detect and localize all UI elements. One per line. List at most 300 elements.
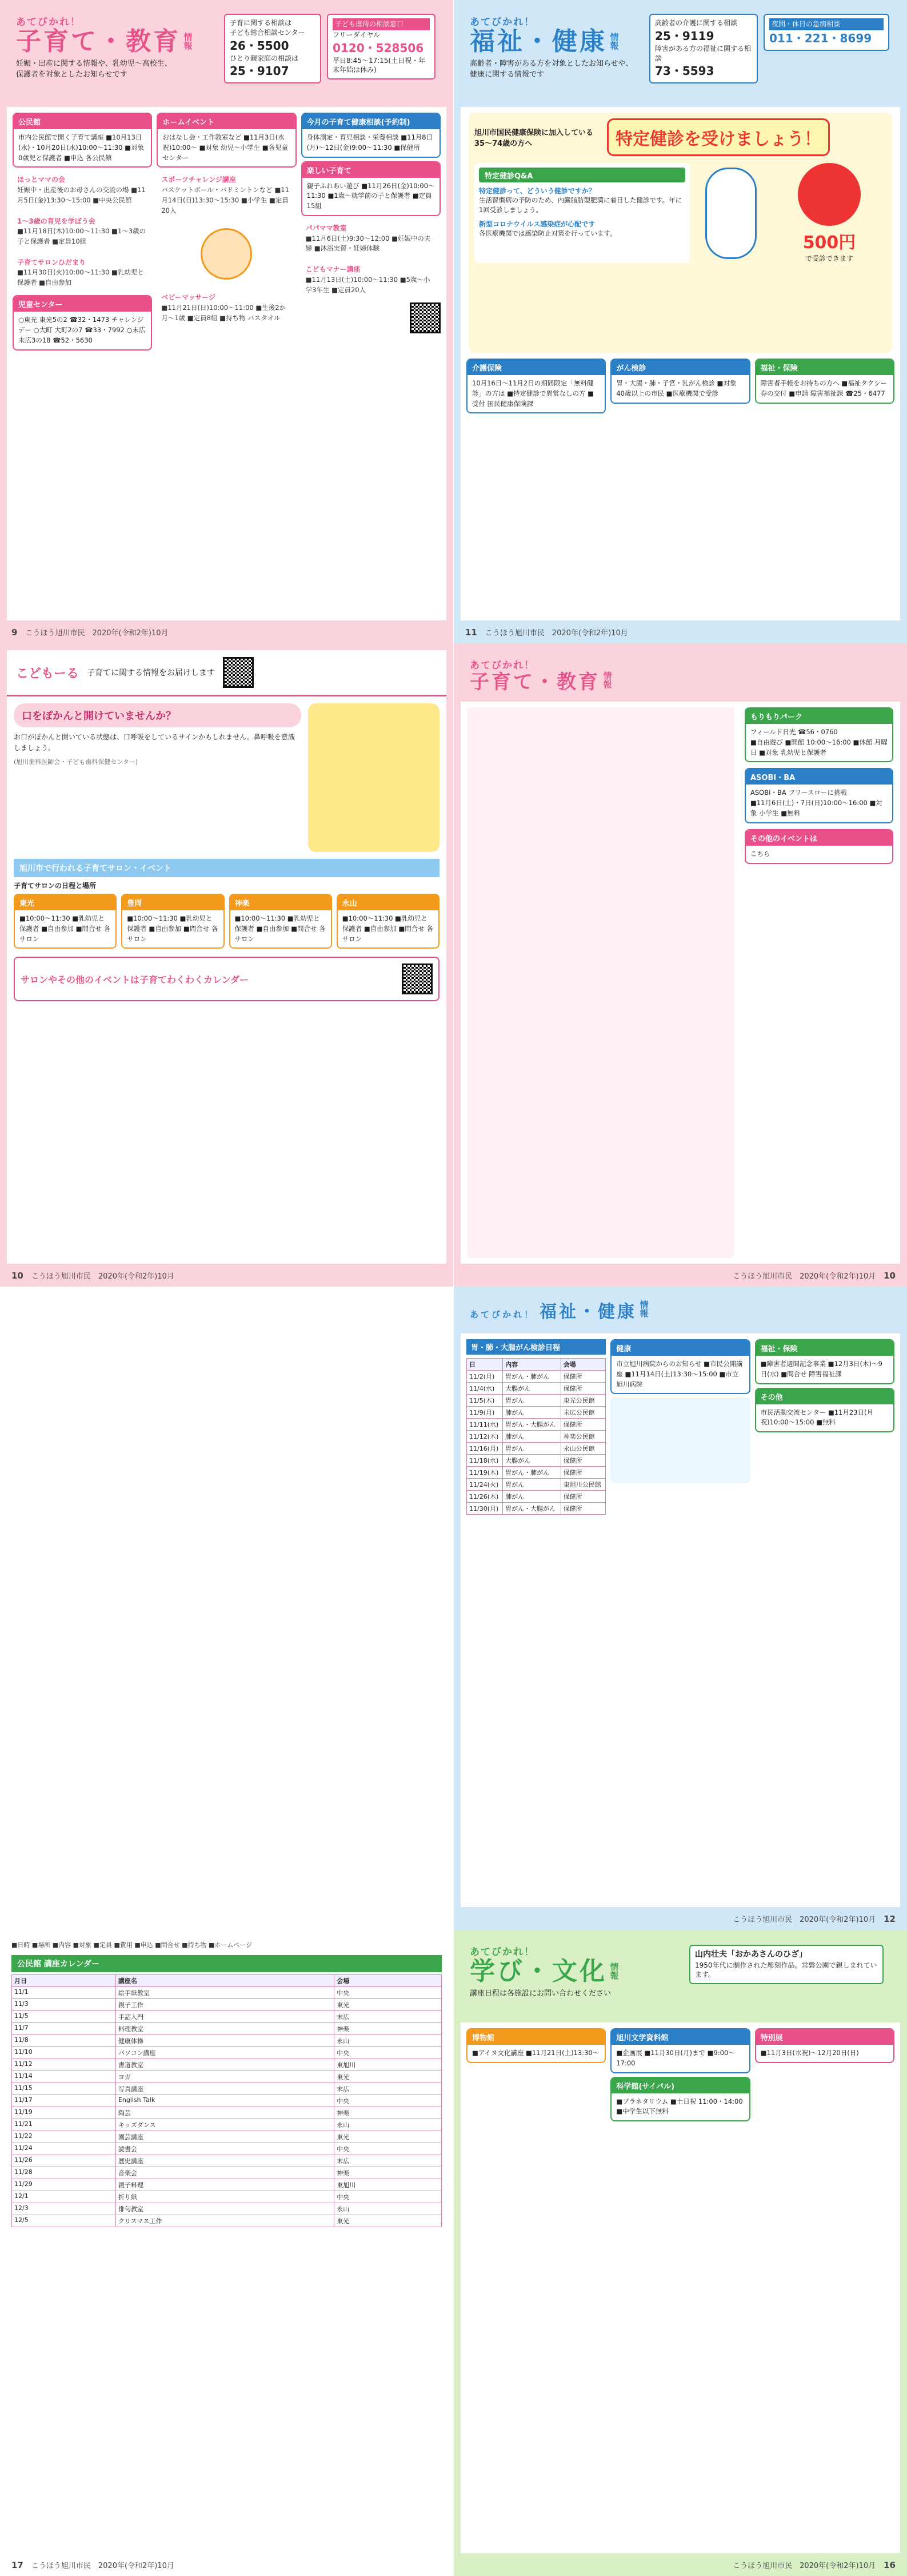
list-item <box>301 220 441 257</box>
footer-text: こうほう旭川市民 2020年(令和2年)10月 <box>733 1272 876 1281</box>
column-1 <box>13 113 152 620</box>
table-row <box>467 1479 606 1491</box>
box-text: ■プラネタリウム ■土日祝 11:00・14:00 ■中学生以下無料 <box>616 2097 743 2116</box>
page-body <box>7 1937 446 2553</box>
table-cell: 11/15 <box>12 2083 116 2095</box>
table-cell: 読書会 <box>115 2143 334 2155</box>
table-row <box>467 1395 606 1407</box>
salon-name: 神楽 <box>230 895 331 910</box>
mother-child-illustration <box>201 228 252 280</box>
tel3-free: フリーダイヤル <box>333 30 381 39</box>
spread-2 <box>0 643 907 1287</box>
table-row <box>12 1987 442 1999</box>
table-cell: 11/5(木) <box>467 1395 503 1407</box>
table-cell: 東光 <box>334 1999 442 2011</box>
table-cell: 11/14 <box>12 2071 116 2083</box>
table-cell: 折り紙 <box>115 2191 334 2203</box>
tel1-center: 子ども総合相談センター <box>230 28 305 37</box>
page-number: 12 <box>884 1913 896 1924</box>
park-text: ■自由遊び ■開館 10:00〜16:00 ■休館 月曜日 ■対象 乳幼児と保護者 <box>750 738 888 757</box>
salon-text: ■10:00〜11:30 ■乳幼児と保護者 ■自由参加 ■問合せ 各サロン <box>342 914 433 943</box>
page-number: 16 <box>884 2559 896 2570</box>
box-title: 特別展 <box>756 2029 893 2045</box>
health-consult-box <box>301 113 441 158</box>
table-cell: 11/3 <box>12 1999 116 2011</box>
table-cell: 写真講座 <box>115 2083 334 2095</box>
salon-name: 永山 <box>338 895 438 910</box>
kenshin-title: 特定健診を受けましょう！ <box>616 129 821 149</box>
salon-text: ■10:00〜11:30 ■乳幼児と保護者 ■自由参加 ■問合せ 各サロン <box>234 914 326 943</box>
page-16 <box>454 1930 907 2576</box>
table-cell: 肺がん <box>503 1491 561 1503</box>
table-cell: 俳句教室 <box>115 2203 334 2215</box>
table-cell: 11/10 <box>12 2047 116 2059</box>
item-text: ■11月6日(土)9:30〜12:00 ■妊娠中の夫婦 ■沐浴実習・妊婦体験 <box>305 234 431 253</box>
title-text: 学び・文化 <box>470 1957 607 1986</box>
column-header: 内容 <box>503 1359 561 1371</box>
tel3-number: 011・221・8699 <box>769 31 872 45</box>
page-number: 11 <box>465 627 477 638</box>
box-text: 障害者手帳をお持ちの方へ ■福祉タクシー券の交付 ■申請 障害福祉課 ☎25・6477 <box>760 379 888 397</box>
table-cell: 11/19 <box>12 2107 116 2119</box>
page-number: 17 <box>11 2559 23 2570</box>
item-title: ほっとママの会 <box>17 176 66 184</box>
box-title: 介護保険 <box>468 360 605 375</box>
tel2-number: 25・9107 <box>230 64 289 78</box>
table-cell: 11/5 <box>12 2011 116 2023</box>
table-cell: 保健所 <box>561 1491 606 1503</box>
hospital-illustration <box>610 1398 750 1483</box>
park-sub: フィールド日光 ☎56・0760 <box>750 728 838 736</box>
page-body <box>461 1937 900 2553</box>
table-cell: 永山 <box>334 2035 442 2047</box>
page-footer <box>733 2559 896 2570</box>
kominkan-box <box>13 113 152 168</box>
table-cell: 11/22 <box>12 2131 116 2143</box>
salon-card <box>14 894 117 949</box>
table-cell: 11/16(月) <box>467 1443 503 1455</box>
table-row <box>467 1443 606 1455</box>
salon-name: 東光 <box>15 895 115 910</box>
item-title: 1〜3歳の育児を学ぼう会 <box>17 217 95 225</box>
asobi-sub: ASOBI・BA フリースローに挑戦 <box>750 789 847 797</box>
list-item <box>157 289 296 327</box>
kenshin-banner <box>607 118 830 156</box>
mouth-feature <box>7 696 446 859</box>
table-cell: 保健所 <box>561 1383 606 1395</box>
box-text: 市立旭川病院からのお知らせ ■市民公開講座 ■11月14日(土)13:30〜15:00 ■市立旭川病院 <box>616 1360 743 1388</box>
page-11 <box>454 0 907 643</box>
table-body <box>12 1987 442 2227</box>
price-box <box>772 163 886 263</box>
table-cell: 胃がん <box>503 1395 561 1407</box>
box-title: その他 <box>756 1389 893 1404</box>
column-3 <box>755 1339 894 1907</box>
box-title: 旭川文学資料館 <box>612 2029 749 2045</box>
table-cell: 保健所 <box>561 1503 606 1515</box>
list-item <box>13 213 152 250</box>
box-title: もりもりパーク <box>746 708 892 724</box>
price-note: で受診できます <box>805 254 853 262</box>
box-title: ASOBI・BA <box>746 769 892 785</box>
table-cell: 音楽会 <box>115 2167 334 2179</box>
table-cell: 11/24 <box>12 2143 116 2155</box>
catchphrase: あてびかれ！ <box>470 1946 535 1958</box>
page-footer <box>11 1270 174 1281</box>
page-9-body <box>7 7 446 620</box>
box-title: その他のイベントは <box>746 830 892 846</box>
qr-wrap <box>301 302 441 336</box>
column-2 <box>610 1339 750 1907</box>
table-row <box>467 1467 606 1479</box>
table-row <box>12 2011 442 2023</box>
price-badge-icon <box>798 163 861 226</box>
title-small: 情報 <box>638 1300 649 1317</box>
page-number: 9 <box>11 627 18 638</box>
table-cell: 保健所 <box>561 1467 606 1479</box>
table-cell: 中央 <box>334 2047 442 2059</box>
calendar-title: サロンやその他のイベントは子育てわくわくカレンダー <box>21 974 249 985</box>
blank-page <box>0 1287 453 1930</box>
column-1 <box>466 359 606 620</box>
page-11-columns <box>466 359 894 620</box>
answer-2: 各医療機関では感染防止対策を行っています。 <box>479 229 617 237</box>
table-row <box>12 2047 442 2059</box>
table-cell: 東光公民館 <box>561 1395 606 1407</box>
title-small: 情報 <box>609 33 620 50</box>
science-box <box>610 2077 750 2122</box>
column-header: 会場 <box>334 1975 442 1987</box>
price: 500円 <box>802 233 856 253</box>
answer-1: 生活習慣病の予防のため、内臓脂肪型肥満に着目した健診です。年に1回受診しましょう。 <box>479 196 682 214</box>
doctor-illustration <box>697 163 765 263</box>
art-feature <box>689 1945 884 1984</box>
box-text: ■アイヌ文化講座 ■11月21日(土)13:30〜 <box>472 2049 600 2057</box>
table-cell: 東光 <box>334 2131 442 2143</box>
question-text: お口がぽかんと開いている状態は、口呼吸をしているサインかもしれません。鼻呼吸を意識しましょう。 <box>14 733 295 753</box>
table-header-row <box>12 1975 442 1987</box>
salon-band: 旭川市で行われる子育てサロン・イベント <box>14 859 439 877</box>
tel3-number: 0120・528506 <box>333 41 424 55</box>
salon-card <box>229 894 332 949</box>
table-cell: 11/21 <box>12 2119 116 2131</box>
box-text: ■障害者週間記念事業 ■12月3日(木)〜9日(水) ■問合せ 障害福祉課 <box>760 1360 882 1378</box>
table-row <box>467 1431 606 1443</box>
table-cell: 中央 <box>334 2143 442 2155</box>
fun-parenting-box <box>301 161 441 216</box>
item-title: スポーツチャレンジ講座 <box>161 176 236 184</box>
catchphrase: あてびかれ！ <box>16 17 81 28</box>
qa-title: 特定健診Q&A <box>479 168 685 182</box>
page-footer <box>11 2559 174 2570</box>
table-cell: 書道教室 <box>115 2059 334 2071</box>
item-title: パパママ教室 <box>305 224 347 233</box>
youth-center-box <box>13 295 152 350</box>
box-text: 胃・大腸・肺・子宮・乳がん検診 ■対象 40歳以上の市民 ■医療機関で受診 <box>616 379 737 397</box>
home-event-box <box>157 113 296 168</box>
table-cell: 肺がん <box>503 1431 561 1443</box>
footer-text: こうほう旭川市民 2020年(令和2年)10月 <box>733 2562 876 2570</box>
column-2 <box>157 113 296 620</box>
item-text: 妊娠中・出産後のお母さんの交流の場 ■11月5日(金)13:30〜15:00 ■中央公民館 <box>17 186 146 204</box>
literature-box <box>610 2028 750 2073</box>
table-cell: 中央 <box>334 1987 442 1999</box>
table-cell: 親子料理 <box>115 2179 334 2191</box>
header-title: 子育てに関する情報をお届けします <box>87 668 215 678</box>
tel-box-1 <box>224 14 321 83</box>
page-footer <box>733 1913 896 1924</box>
bird-mascot-illustration <box>308 703 439 852</box>
page-header <box>7 7 446 107</box>
table-cell: 親子工作 <box>115 1999 334 2011</box>
salon-card <box>121 894 224 949</box>
list-item <box>301 261 441 298</box>
table-row <box>12 2155 442 2167</box>
tel3-label: 子ども虐待の相談窓口 <box>333 18 430 30</box>
page-9 <box>0 0 453 643</box>
table-cell: 永山公民館 <box>561 1443 606 1455</box>
footer-text: こうほう旭川市民 2020年(令和2年)10月 <box>25 629 169 638</box>
table-cell: 12/1 <box>12 2191 116 2203</box>
page-9-columns <box>13 113 441 620</box>
box-title: 博物館 <box>468 2029 605 2045</box>
salon-card <box>337 894 439 949</box>
box-text: 市民活動交流センター ■11月23日(月祝)10:00〜15:00 ■無料 <box>760 1408 873 1427</box>
title-small: 情報 <box>602 671 613 688</box>
page-title <box>470 671 891 693</box>
table-cell: 歴史講座 <box>115 2155 334 2167</box>
column-header: 講座名 <box>115 1975 334 1987</box>
table-cell: 末広 <box>334 2155 442 2167</box>
table-cell: クリスマス工作 <box>115 2215 334 2227</box>
box-title: 科学館(サイパル) <box>612 2078 749 2093</box>
table-cell: 保健所 <box>561 1455 606 1467</box>
item-title: 子育てサロンひだまり <box>17 258 86 266</box>
box-title: 公民館 <box>14 114 151 129</box>
box-title: 福祉・保険 <box>756 1340 893 1356</box>
table-cell: 11/26 <box>12 2155 116 2167</box>
morimori-park-box <box>745 707 893 762</box>
list-item <box>157 171 296 219</box>
box-text: こちら <box>750 849 770 858</box>
gan-box <box>610 359 750 404</box>
qr-code-icon[interactable] <box>402 963 433 994</box>
table-cell: 11/26(木) <box>467 1491 503 1503</box>
sub-line-1: 高齢者・障害がある方を対象としたお知らせや、 <box>470 59 633 69</box>
asobiba-box <box>745 768 893 823</box>
question-1: 特定健診って、どういう健診ですか？ <box>479 187 596 195</box>
table-row <box>467 1419 606 1431</box>
box-text: ■11月3日(水祝)〜12月20日(日) <box>760 2049 859 2057</box>
table-cell: 11/18(水) <box>467 1455 503 1467</box>
table-row <box>467 1491 606 1503</box>
column-1 <box>466 2028 606 2553</box>
box-title: がん検診 <box>612 360 749 375</box>
table-cell: 12/5 <box>12 2215 116 2227</box>
title-text: 子育て・教育 <box>470 671 600 694</box>
box-title: 健康 <box>612 1340 749 1356</box>
tel1-number: 26・5500 <box>230 38 289 53</box>
table-cell: 11/19(木) <box>467 1467 503 1479</box>
table-cell: 11/4(水) <box>467 1383 503 1395</box>
table-row <box>12 1999 442 2011</box>
box-text: ■企画展 ■11月30日(月)まで ■9:00〜17:00 <box>616 2049 735 2067</box>
sub-line-2: 保護者を対象としたお知らせです <box>16 70 127 79</box>
table-cell: 手話入門 <box>115 2011 334 2023</box>
table-cell: 陶芸 <box>115 2107 334 2119</box>
table-cell: 11/17 <box>12 2095 116 2107</box>
kodomoru-header <box>7 650 446 696</box>
tel2-label: 障害がある方の福祉に関する相談 <box>655 44 752 62</box>
footer-text: こうほう旭川市民 2020年(令和2年)10月 <box>733 1916 876 1924</box>
calendar-wrap <box>7 1974 446 2227</box>
item-text: ■11月30日(火)10:00〜11:30 ■乳幼児と保護者 ■自由参加 <box>17 268 144 287</box>
table-cell: 11/8 <box>12 2035 116 2047</box>
table-cell: 東光 <box>334 2071 442 2083</box>
page-columns <box>466 1339 894 1907</box>
calendar-title: 公民館 講座カレンダー <box>11 1955 442 1972</box>
item-text: ■11月18日(木)10:00〜11:30 ■1〜3歳の子と保護者 ■定員10組 <box>17 227 146 246</box>
table-cell: 12/3 <box>12 2203 116 2215</box>
table-cell: 永山 <box>334 2119 442 2131</box>
table-row <box>467 1371 606 1383</box>
table-cell: 料理教室 <box>115 2023 334 2035</box>
schedule-table <box>466 1358 606 1515</box>
page-header <box>461 7 900 107</box>
table-cell: 11/2(月) <box>467 1371 503 1383</box>
salon-text: ■10:00〜11:30 ■乳幼児と保護者 ■自由参加 ■問合せ 各サロン <box>19 914 111 943</box>
tel3-note: 平日8:45〜17:15(土日祝・年末年始は休み) <box>333 56 426 74</box>
table-cell: 11/11(水) <box>467 1419 503 1431</box>
welfare-box <box>755 359 894 404</box>
table-cell: 11/7 <box>12 2023 116 2035</box>
item-text: バスケットボール・バドミントンなど ■11月14日(日)13:30〜15:30 ■小学生 ■定員20人 <box>161 186 289 214</box>
page-body <box>7 650 446 1264</box>
table-row <box>12 2035 442 2047</box>
table-cell: 末広 <box>334 2083 442 2095</box>
spread-1 <box>0 0 907 643</box>
table-cell: 胃がん・肺がん <box>503 1371 561 1383</box>
title-small: 情報 <box>182 33 193 50</box>
box-title: 福祉・保険 <box>756 360 893 375</box>
table-cell: 保健所 <box>561 1371 606 1383</box>
table-cell: 絵手紙教室 <box>115 1987 334 1999</box>
table-row <box>12 2167 442 2179</box>
tel2-number: 73・5593 <box>655 64 714 78</box>
page-columns <box>466 2028 894 2553</box>
table-cell: 胃がん <box>503 1443 561 1455</box>
art-title: 山内壮夫「おかあさんのひざ」 <box>695 1950 807 1959</box>
page-number: 10 <box>884 1270 896 1281</box>
catchphrase: あてびかれ！ <box>470 17 535 28</box>
table-cell: 東旭川公民館 <box>561 1479 606 1491</box>
item-title: ベビーマッサージ <box>161 293 216 302</box>
table-cell: 11/28 <box>12 2167 116 2179</box>
box-body <box>746 785 892 822</box>
course-calendar-table <box>11 1974 442 2227</box>
box-title: ホームイベント <box>158 114 295 129</box>
table-cell: 11/30(月) <box>467 1503 503 1515</box>
table-cell: English Talk <box>115 2095 334 2107</box>
table-cell: 胃がん <box>503 1479 561 1491</box>
legend: ■日時 ■場所 ■内容 ■対象 ■定員 ■費用 ■申込 ■問合せ ■持ち物 ■ホームページ <box>11 1941 253 1949</box>
page-header <box>461 1293 900 1333</box>
table-cell: 大腸がん <box>503 1455 561 1467</box>
table-cell: 神楽 <box>334 2107 442 2119</box>
table-cell: 末広 <box>334 2011 442 2023</box>
page-12 <box>454 1287 907 1930</box>
other-box <box>755 1388 894 1433</box>
kaigo-box <box>466 359 606 413</box>
title-small: 情報 <box>609 1962 620 1980</box>
footer-text: こうほう旭川市民 2020年(令和2年)10月 <box>31 2562 174 2570</box>
mouth-text <box>14 703 301 852</box>
table-row <box>12 2119 442 2131</box>
qr-code-icon[interactable] <box>410 302 441 333</box>
tel-box-2 <box>764 14 889 51</box>
box-text: 身体測定・育児相談・栄養相談 ■11月8日(月)〜12日(金)9:00〜11:30 ■保健所 <box>306 133 433 152</box>
table-row <box>12 2023 442 2035</box>
table-header-row <box>467 1359 606 1371</box>
page-footer <box>11 627 168 638</box>
sub-line-1: 妊娠・出産に関する情報や、乳幼児〜高校生、 <box>16 59 172 69</box>
tel1-number: 25・9119 <box>655 29 714 43</box>
page-body <box>461 1293 900 1907</box>
column-2 <box>610 2028 750 2553</box>
sidebar <box>745 707 893 864</box>
table-cell: 健康体操 <box>115 2035 334 2047</box>
kenshin-feature <box>469 113 892 353</box>
table-cell: パソコン講座 <box>115 2047 334 2059</box>
sub-line-2: 健康に関する情報です <box>470 70 545 79</box>
art-text: 1950年代に制作された彫刻作品。常磐公園で親しまれています。 <box>695 1961 877 1979</box>
table-row <box>467 1383 606 1395</box>
table-row <box>12 2059 442 2071</box>
source-note: (旭川歯科医師会・子ども歯科保健センター) <box>14 758 138 766</box>
page-title <box>470 1300 891 1321</box>
footer-text: こうほう旭川市民 2020年(令和2年)10月 <box>485 629 628 638</box>
question-2: 新型コロナウイルス感染症が心配です <box>479 220 596 228</box>
page-10-right <box>454 643 907 1287</box>
other-events-box[interactable] <box>745 829 893 864</box>
table-cell: 11/24(火) <box>467 1479 503 1491</box>
question-box: 口をぽかんと開けていませんか？ <box>14 703 301 727</box>
item-text: ■11月21日(日)10:00〜11:00 ■生後2か月〜1歳 ■定員8組 ■持ち物 バスタオル <box>161 304 286 322</box>
table-title: 胃・肺・大腸がん検診日程 <box>466 1339 606 1355</box>
calendar-callout[interactable] <box>14 957 439 1001</box>
tel1-label: 子育に関する相談は <box>230 19 292 27</box>
column-1 <box>466 1339 606 1907</box>
table-cell: 神楽 <box>334 2023 442 2035</box>
table-cell: 11/9(月) <box>467 1407 503 1419</box>
qa-box <box>474 163 690 263</box>
column-3 <box>755 359 894 620</box>
kodomoru-logo: こどもーる <box>16 666 79 681</box>
special-exhibit-box <box>755 2028 894 2063</box>
table-cell: 神楽 <box>334 2167 442 2179</box>
box-text: 親子ふれあい遊び ■11月26日(金)10:00〜11:30 ■1歳〜就学前の子と保護者 ■定員15組 <box>306 181 435 210</box>
column-3 <box>755 2028 894 2553</box>
tel2-label: ひとり親家庭の相談は <box>230 54 299 62</box>
catchphrase: あてびかれ！ <box>470 660 535 671</box>
table-cell: 胃がん・大腸がん <box>503 1503 561 1515</box>
health-box <box>610 1339 750 1394</box>
column-header: 日 <box>467 1359 503 1371</box>
kenshin-head <box>474 118 886 156</box>
qr-code-icon[interactable] <box>223 657 254 688</box>
museum-box <box>466 2028 606 2063</box>
column-3 <box>301 113 441 620</box>
